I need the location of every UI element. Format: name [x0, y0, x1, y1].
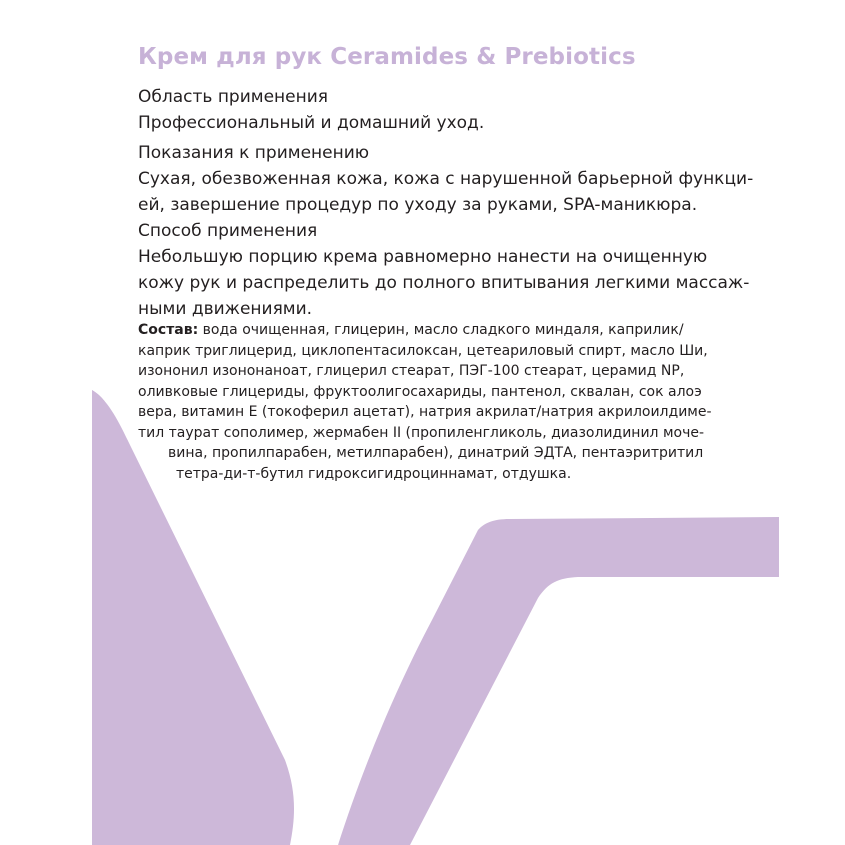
section-usage	[138, 218, 778, 322]
composition-line: вера, витамин Е (токоферил ацетат), натрия акрилат/натрия акрилоилдиме-	[138, 404, 712, 420]
product-title: Крем для рук Ceramides & Prebiotics	[138, 44, 636, 70]
composition-line: тетра-ди-т-бутил гидроксигидроциннамат, отдушка.	[176, 465, 572, 482]
section-application-area	[138, 84, 778, 136]
composition-line: вина, пропилпарабен, метилпарабен), динатрий ЭДТА, пентаэритритил	[168, 445, 704, 461]
composition-text: вода очищенная, глицерин, масло сладкого миндаля, каприлик/	[198, 322, 684, 338]
section-indications	[138, 140, 778, 218]
composition-label: Состав:	[138, 322, 199, 338]
text-line: Сухая, обезвоженная кожа, кожа с нарушенной барьерной функци-	[138, 169, 754, 189]
section-heading: Область применения	[138, 87, 329, 107]
text-line: Небольшую порцию крема равномерно нанести на очищенную	[138, 247, 708, 267]
text-line: ными движениями.	[138, 299, 313, 319]
section-heading: Способ применения	[138, 221, 318, 241]
text-line: ей, завершение процедур по уходу за руками, SPA-маникюра.	[138, 195, 698, 215]
section-text	[138, 244, 778, 322]
section-text	[138, 166, 778, 218]
composition-line: изононил изононаноат, глицерил стеарат, ПЭГ-100 стеарат, церамид NP,	[138, 363, 685, 379]
composition-line: каприк триглицерид, циклопентасилоксан, цетеариловый спирт, масло Ши,	[138, 342, 708, 359]
composition-line	[138, 320, 778, 341]
composition-line: оливковые глицериды, фруктоолигосахариды, пантенол, сквалан, сок алоэ	[138, 383, 702, 400]
text-line: Профессиональный и домашний уход.	[138, 113, 485, 133]
composition-line: тил таурат сополимер, жермабен II (пропиленгликоль, диазолидинил моче-	[138, 424, 705, 441]
section-heading: Показания к применению	[138, 143, 370, 163]
section-text	[138, 110, 778, 136]
text-line: кожу рук и распределить до полного впитывания легкими массаж-	[138, 273, 750, 293]
composition-block	[138, 320, 778, 484]
